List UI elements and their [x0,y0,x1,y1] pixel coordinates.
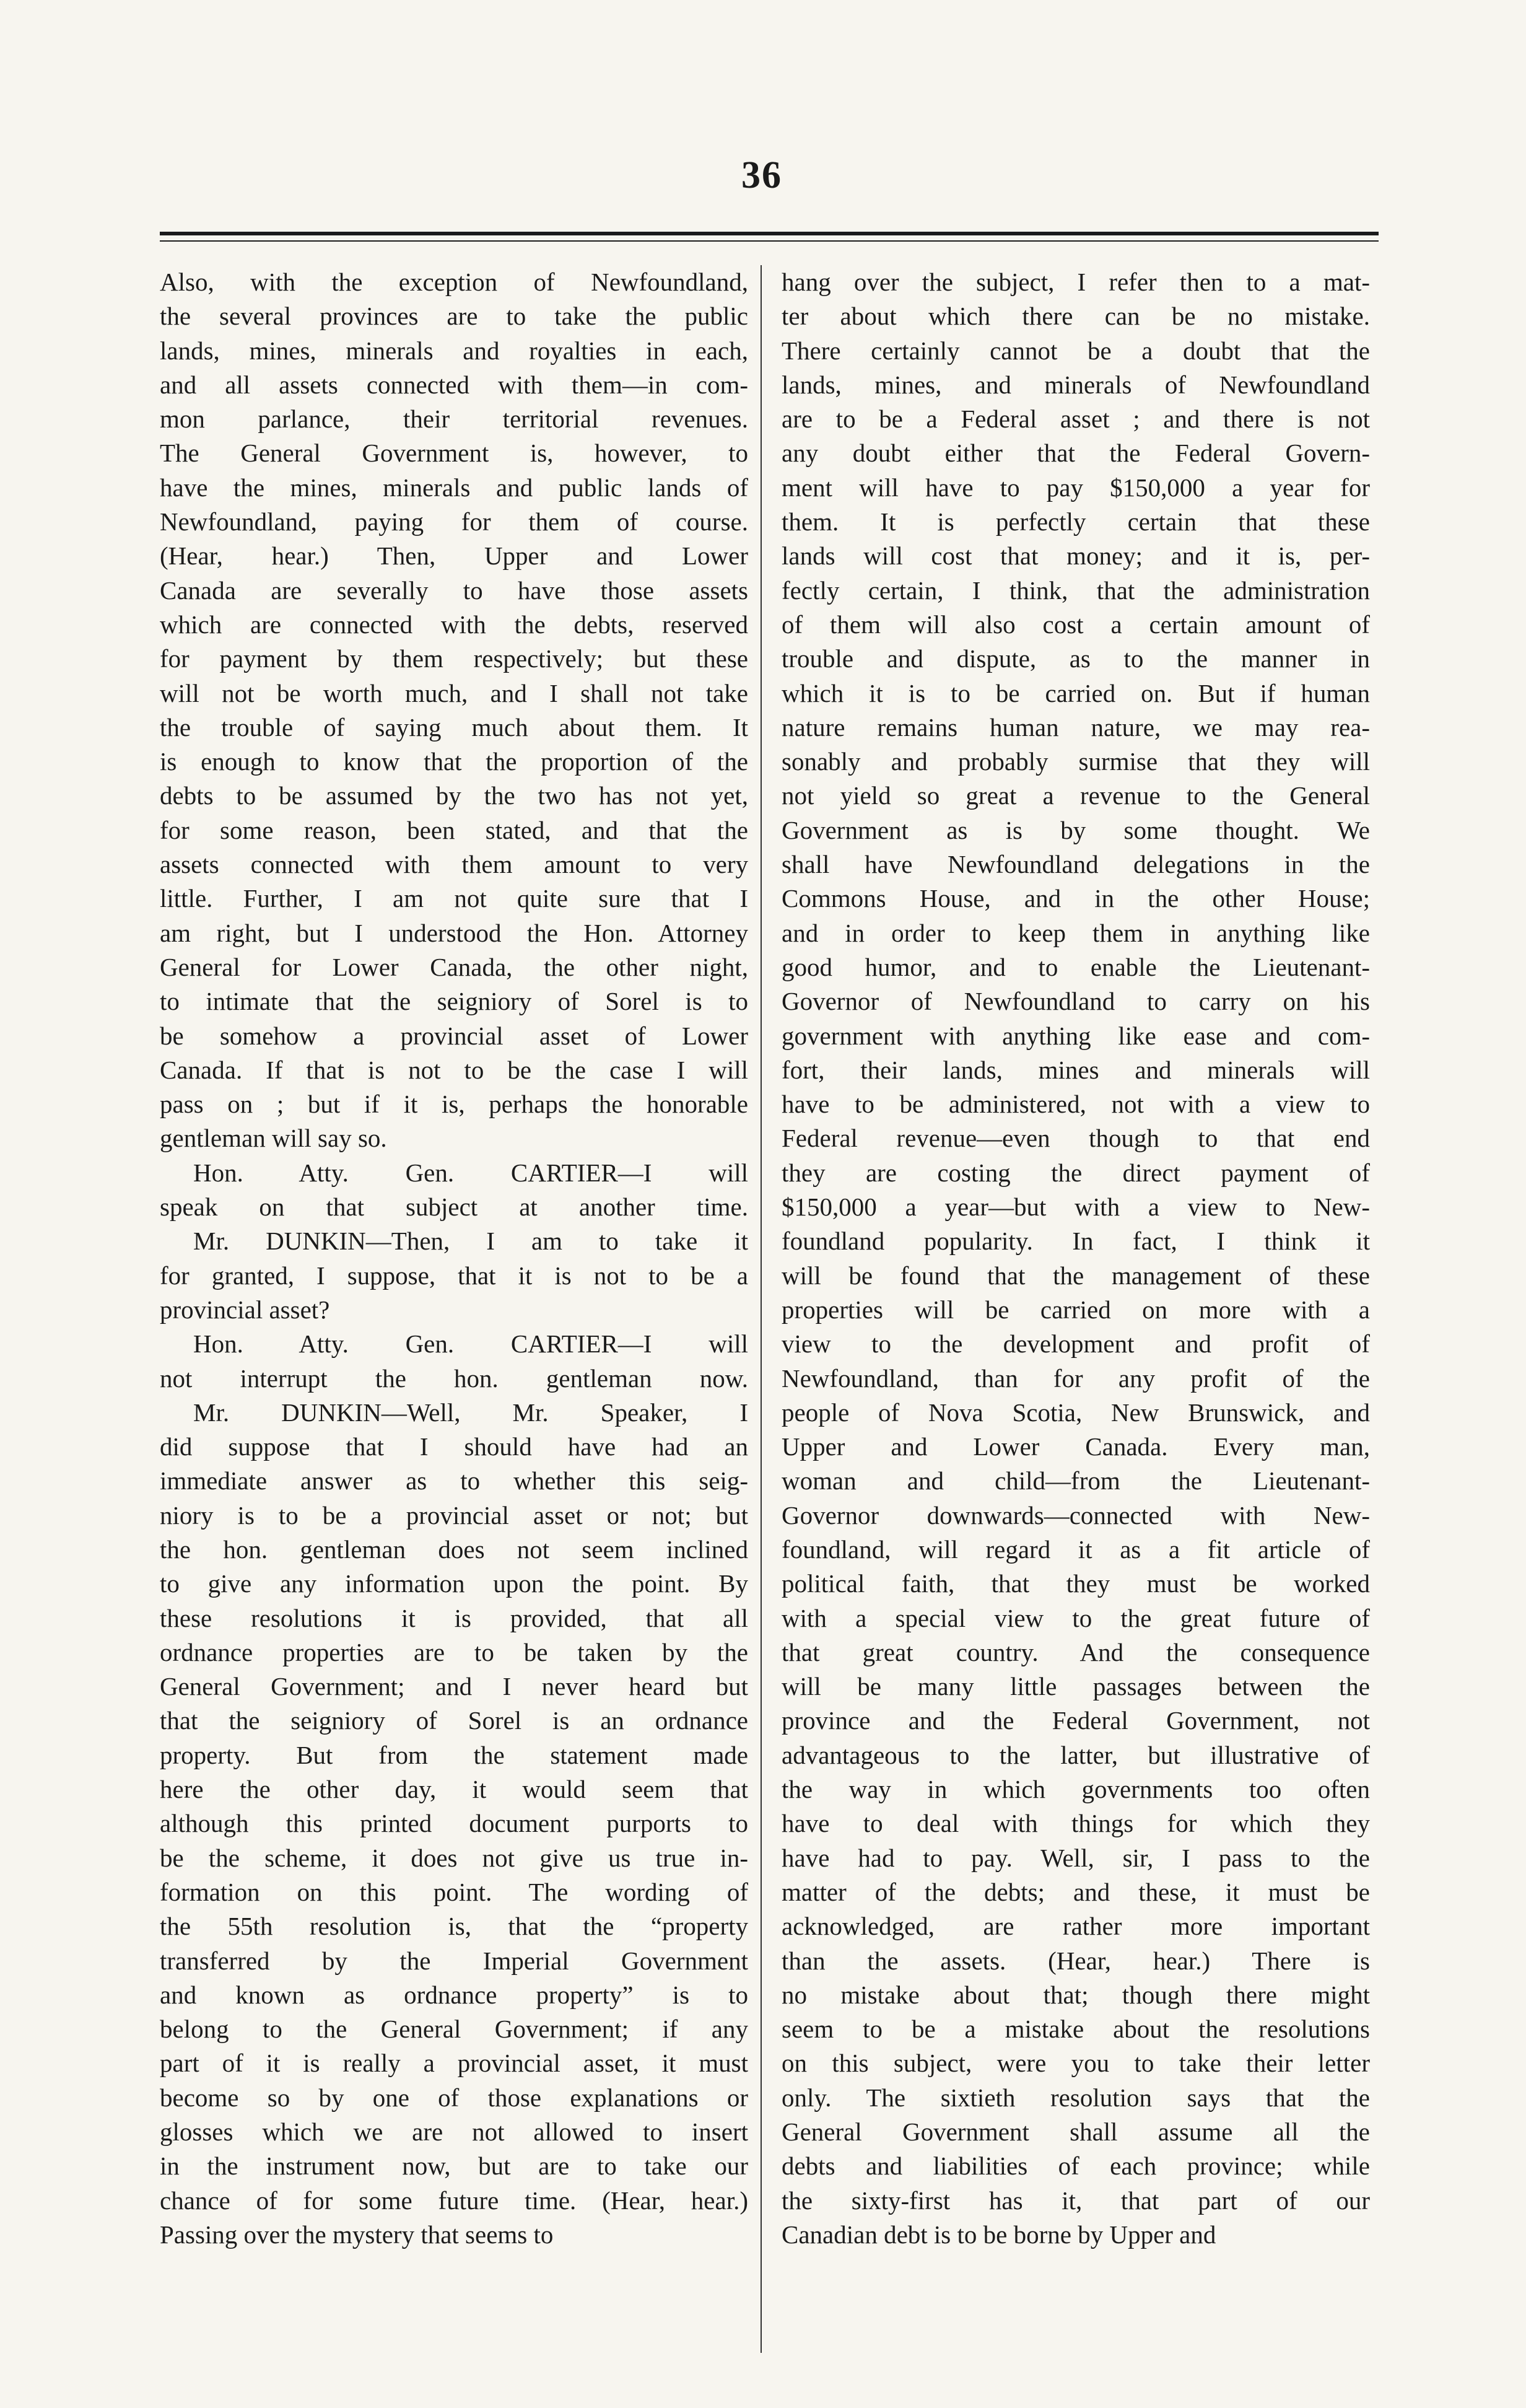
right-column-line: people of Nova Scotia, New Brunswick, and [782,1398,1370,1427]
left-column-line: for payment by them respectively; but these [160,644,748,673]
left-column-line: not interrupt the hon. gentleman now. [160,1364,748,1393]
right-column-line: only. The sixtieth resolution says that the [782,2083,1370,2112]
right-column-line: seem to be a mistake about the resolutions [782,2015,1370,2044]
right-column-line: that great country. And the consequence [782,1637,1370,1666]
right-column-line: hang over the subject, I refer then to a mat- [782,268,1370,296]
left-column-line: mon parlance, their territorial revenues. [160,405,748,434]
right-column-line: government with anything like ease and com- [782,1021,1370,1050]
left-column-line: General Government; and I never heard but [160,1672,748,1701]
right-column-line: advantageous to the latter, but illustrative of [782,1740,1370,1769]
left-column-line: in the instrument now, but are to take our [160,2152,748,2181]
right-column-line: are to be a Federal asset ; and there is not [782,405,1370,434]
right-column-line: they are costing the direct payment of [782,1158,1370,1187]
right-column-line: Governor of Newfoundland to carry on his [782,987,1370,1016]
right-column-line: the way in which governments too often [782,1775,1370,1804]
left-column-line: The General Government is, however, to [160,439,748,468]
left-column-line: ordnance properties are to be taken by the [160,1637,748,1666]
left-column-line: niory is to be a provincial asset or not; but [160,1500,748,1530]
right-column-line: not yield so great a revenue to the General [782,781,1370,810]
left-column-line: Mr. DUNKIN—Well, Mr. Speaker, I [193,1398,748,1427]
right-column-line: Upper and Lower Canada. Every man, [782,1432,1370,1461]
right-column-line: acknowledged, are rather more important [782,1912,1370,1941]
right-column-line: foundland, will regard it as a fit article of [782,1535,1370,1564]
left-column-line: which are connected with the debts, reserved [160,610,748,639]
right-column-line: lands, mines, and minerals of Newfoundland [782,370,1370,399]
right-column-line: than the assets. (Hear, hear.) There is [782,1946,1370,1975]
right-column-line: on this subject, were you to take their letter [782,2049,1370,2078]
left-column-line: be the scheme, it does not give us true in- [160,1843,748,1872]
right-column-line: them. It is perfectly certain that these [782,507,1370,536]
left-column-line: transferred by the Imperial Government [160,1946,748,1975]
left-column-line: become so by one of those explanations or [160,2083,748,2112]
right-column-line: shall have Newfoundland delegations in the [782,850,1370,879]
right-column-line: Newfoundland, than for any profit of the [782,1364,1370,1393]
left-column-line: assets connected with them amount to very [160,850,748,879]
left-column-line: be somehow a provincial asset of Lower [160,1021,748,1050]
right-column-line: fectly certain, I think, that the administration [782,576,1370,605]
right-column-line: foundland popularity. In fact, I think it [782,1227,1370,1256]
right-column-line: province and the Federal Government, not [782,1706,1370,1735]
left-column-line: part of it is really a provincial asset, it must [160,2049,748,2078]
right-column-line: which it is to be carried on. But if human [782,678,1370,707]
left-column-line: the 55th resolution is, that the “property [160,1912,748,1941]
left-column-line: Also, with the exception of Newfoundland, [160,268,748,296]
right-column-line: nature remains human nature, we may rea- [782,712,1370,742]
left-column-line: have the mines, minerals and public lands of [160,473,748,502]
left-column-line: did suppose that I should have had an [160,1432,748,1461]
right-column-line: will be found that the management of these [782,1261,1370,1290]
right-column-line: no mistake about that; though there might [782,1980,1370,2009]
left-column-line: these resolutions it is provided, that all [160,1603,748,1632]
left-column-line: will not be worth much, and I shall not take [160,678,748,707]
right-column-line: the sixty-first has it, that part of our [782,2186,1370,2215]
right-column-line: sonably and probably surmise that they will [782,747,1370,776]
right-column-line: woman and child—from the Lieutenant- [782,1466,1370,1495]
left-column [160,265,748,2252]
left-column-line: Mr. DUNKIN—Then, I am to take it [193,1227,748,1256]
right-column-line: ter about which there can be no mistake. [782,302,1370,331]
right-column-line: debts and liabilities of each province; while [782,2152,1370,2181]
left-column-line: to give any information upon the point. By [160,1569,748,1598]
left-column-line: gentleman will say so. [160,1124,387,1153]
left-column-line: immediate answer as to whether this seig- [160,1466,748,1495]
left-column-line: to intimate that the seigniory of Sorel is to [160,987,748,1016]
left-column-line: General for Lower Canada, the other night, [160,952,748,981]
left-column-line: the several provinces are to take the public [160,302,748,331]
header-rule-thin [160,240,1379,242]
right-column-line: General Government shall assume all the [782,2117,1370,2147]
left-column-line: property. But from the statement made [160,1740,748,1769]
left-column-line: and all assets connected with them—in com- [160,370,748,399]
column-divider [761,265,762,2353]
right-column-line: will be many little passages between the [782,1672,1370,1701]
right-column-line: fort, their lands, mines and minerals will [782,1055,1370,1084]
left-column-line: provincial asset? [160,1295,330,1324]
right-column-line: $150,000 a year—but with a view to New- [782,1193,1370,1222]
left-column-line: and known as ordnance property” is to [160,1980,748,2009]
header-rule-thick [160,232,1379,235]
left-column-line: belong to the General Government; if any [160,2015,748,2044]
left-column-line: Canada. If that is not to be the case I will [160,1055,748,1084]
left-column-line: little. Further, I am not quite sure that I [160,884,748,913]
right-column-line: have had to pay. Well, sir, I pass to the [782,1843,1370,1872]
left-column-line: Canada are severally to have those assets [160,576,748,605]
left-column-line: is enough to know that the proportion of the [160,747,748,776]
left-column-line: Newfoundland, paying for them of course. [160,507,748,536]
right-column-line: of them will also cost a certain amount of [782,610,1370,639]
page-number: 36 [741,154,782,196]
right-column-line: view to the development and profit of [782,1329,1370,1359]
left-column-line: formation on this point. The wording of [160,1877,748,1906]
left-column-line: speak on that subject at another time. [160,1193,748,1222]
left-column-line: Hon. Atty. Gen. CARTIER—I will [193,1158,748,1187]
left-column-line: debts to be assumed by the two has not yet, [160,781,748,810]
left-column-line: chance of for some future time. (Hear, hear.) [160,2186,748,2215]
right-column-line: matter of the debts; and these, it must be [782,1877,1370,1906]
right-column-line: There certainly cannot be a doubt that the [782,336,1370,365]
left-column-line: the hon. gentleman does not seem inclined [160,1535,748,1564]
left-column-line: lands, mines, minerals and royalties in each, [160,336,748,365]
right-column [782,265,1370,2252]
left-column-line: Hon. Atty. Gen. CARTIER—I will [193,1329,748,1359]
left-column-line: pass on ; but if it is, perhaps the honorable [160,1090,748,1119]
left-column-line: for some reason, been stated, and that the [160,815,748,844]
left-column-line: (Hear, hear.) Then, Upper and Lower [160,541,748,571]
right-column-line: Commons House, and in the other House; [782,884,1370,913]
right-column-line: ment will have to pay $150,000 a year for [782,473,1370,502]
left-column-line: Passing over the mystery that seems to [160,2220,554,2249]
right-column-line: Federal revenue—even though to that end [782,1124,1370,1153]
right-column-line: Canadian debt is to be borne by Upper and [782,2220,1216,2249]
left-column-line: for granted, I suppose, that it is not to be a [160,1261,748,1290]
right-column-line: with a special view to the great future of [782,1603,1370,1632]
right-column-line: good humor, and to enable the Lieutenant- [782,952,1370,981]
right-column-line: lands will cost that money; and it is, per- [782,541,1370,571]
right-column-line: have to be administered, not with a view to [782,1090,1370,1119]
left-column-line: the trouble of saying much about them. It [160,712,748,742]
left-column-line: although this printed document purports to [160,1809,748,1838]
left-column-line: that the seigniory of Sorel is an ordnance [160,1706,748,1735]
right-column-line: have to deal with things for which they [782,1809,1370,1838]
right-column-line: Governor downwards—connected with New- [782,1500,1370,1530]
right-column-line: any doubt either that the Federal Govern- [782,439,1370,468]
left-column-line: glosses which we are not allowed to insert [160,2117,748,2147]
right-column-line: trouble and dispute, as to the manner in [782,644,1370,673]
right-column-line: properties will be carried on more with a [782,1295,1370,1324]
right-column-line: and in order to keep them in anything like [782,918,1370,947]
left-column-line: here the other day, it would seem that [160,1775,748,1804]
left-column-line: am right, but I understood the Hon. Attorney [160,918,748,947]
right-column-line: Government as is by some thought. We [782,815,1370,844]
right-column-line: political faith, that they must be worked [782,1569,1370,1598]
